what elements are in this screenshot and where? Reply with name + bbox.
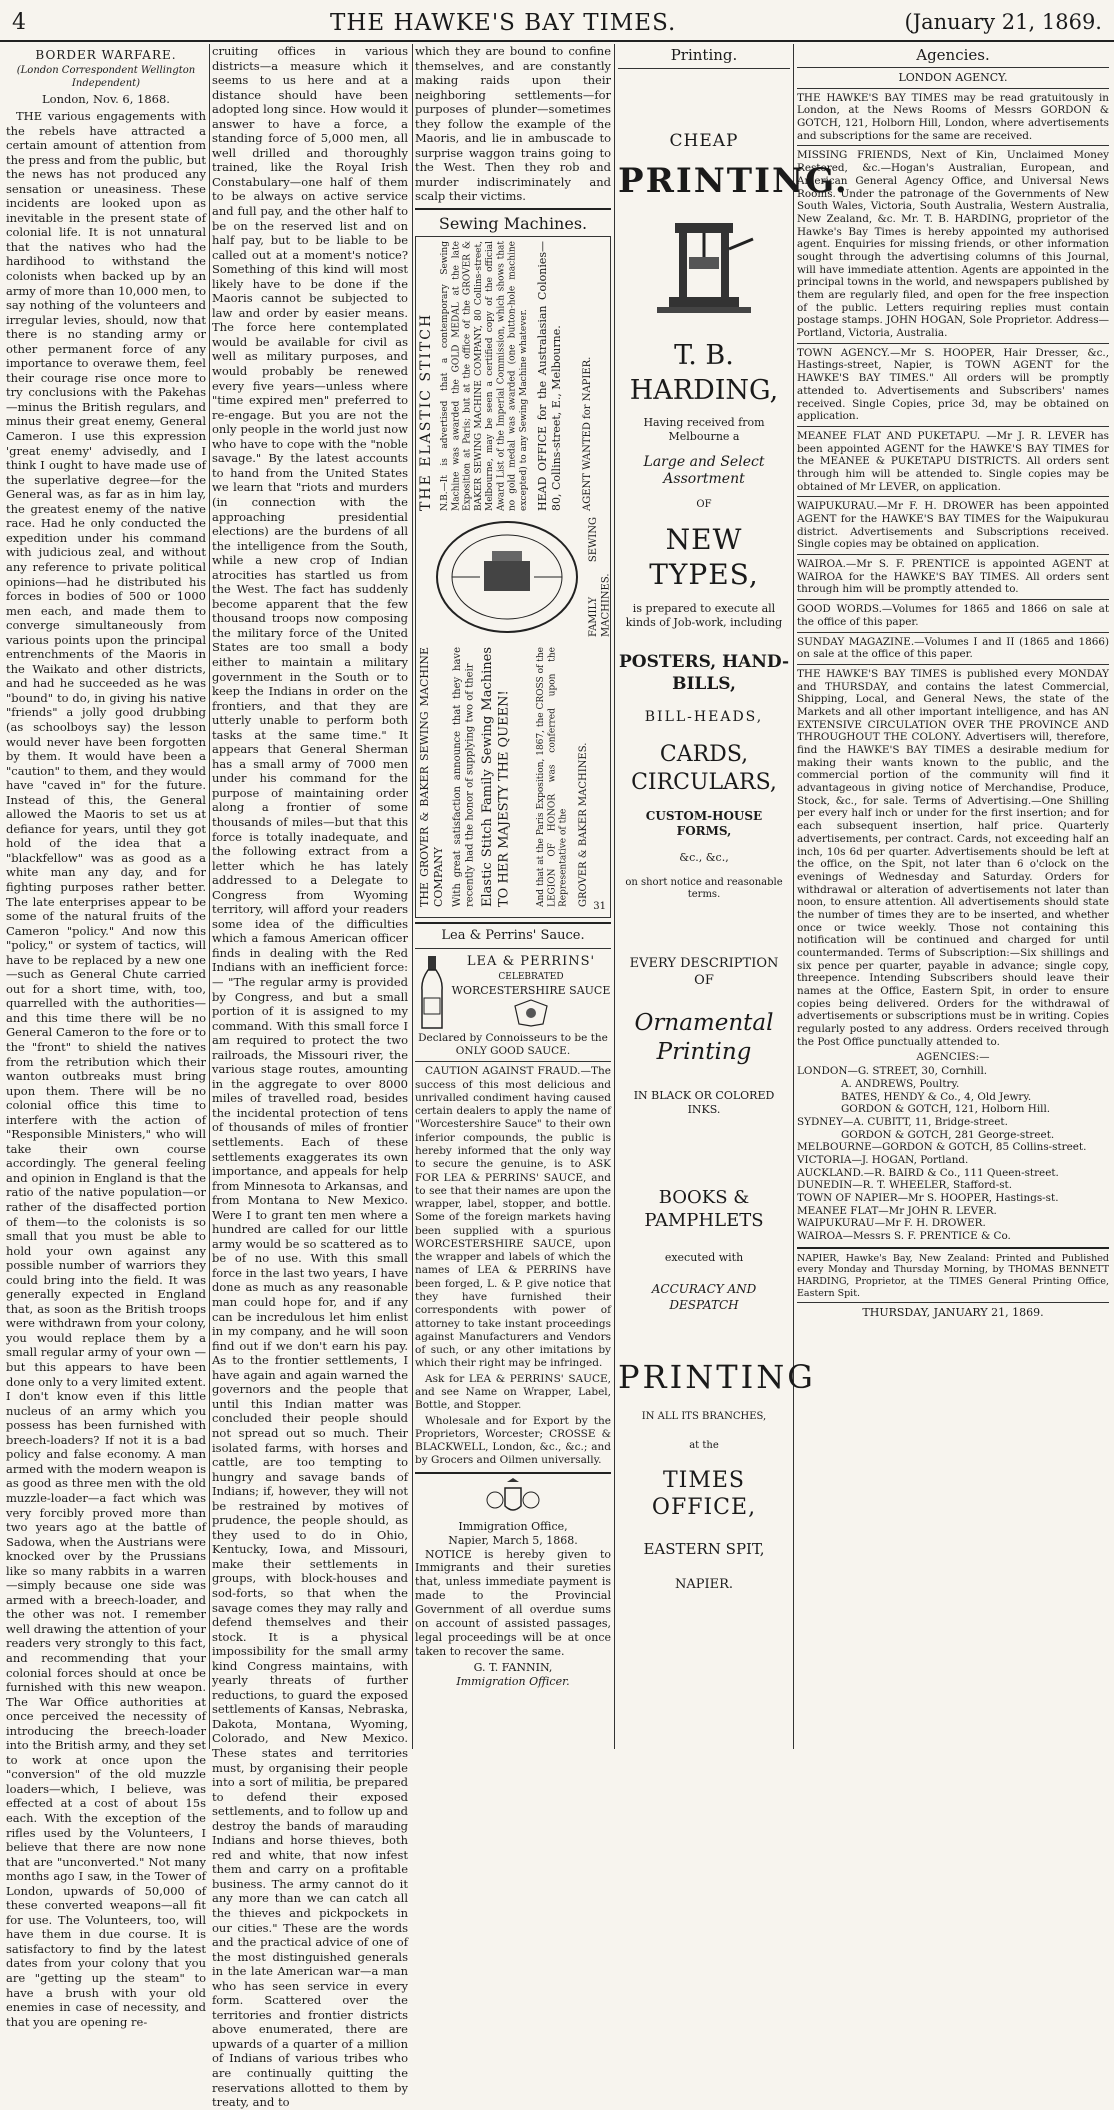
printer-posters: POSTERS, HAND-BILLS,	[618, 652, 790, 694]
ad-number: 31	[593, 900, 606, 912]
issue-date: (January 21, 1869.	[904, 10, 1102, 34]
divider	[797, 632, 1109, 633]
column-divider	[209, 44, 210, 1749]
divider	[415, 922, 611, 924]
divider	[797, 599, 1109, 600]
agency-notice: THE HAWKE'S BAY TIMES is published every MONDAY and THURSDAY, and contains the latest Commercial, Shipping, Local, and General News, the state of the Markets and all other important intelligence, and has AN EXTENSIVE CIRCULATION OVER THE PROVINCE AND THROUGHOUT THE COLONY. Advertisers will, therefore, find the HAWKE'S BAY TIMES a desirable medium for making their wants known to the public, and the commercial portion of the community will find it advantageous in giving notice of Merchandise, Produce, Stock, &c., for sale. Terms of Advertising.—One Shilling per every half inch or under for the first insertion; and for each subsequent insertion, half price. Quarterly advertisements, per contract. Cards, not exceeding half an inch, 10s 6d per quarter. Advertisements should be left at the office, on the Spit, not later than 6 o'clock on the evenings of Wednesday and Saturday. Orders for withdrawal or alteration of advertisements not later than noon, to ensure attention. All advertisements should state the number of times they are to be inserted, and whether once or twice weekly. Those not containing this notification will be continued and charged for until countermanded. Terms of Subscription:—Six shillings and six pence per quarter, payable in advance; single copy, threepence. Intending Subscribers should leave their names at the Office, Eastern Spit, in order to ensure copies being delivered. Orders for the withdrawal of advertisements or subscriptions must be in writing. Copies regularly posted to any address. Orders received through the Post Office punctually attended to.	[797, 667, 1109, 1048]
agency-list-item: VICTORIA—J. HOGAN, Portland.	[797, 1154, 969, 1167]
printer-received: Having received from Melbourne a	[643, 415, 765, 443]
page-number: 4	[12, 10, 26, 35]
divider	[415, 1472, 611, 1474]
printer-assortment: Large and Select Assortment	[643, 453, 765, 488]
divider	[415, 208, 611, 210]
lea-celebrated: CELEBRATED	[498, 971, 564, 982]
immigration-signature: G. T. FANNIN,	[473, 1660, 553, 1674]
sewing-heading: Sewing Machines.	[438, 214, 588, 234]
agency-list-item: A. ANDREWS, Poultry.	[841, 1077, 960, 1090]
printer-short-notice: on short notice and reasonable terms.	[625, 876, 783, 901]
printer-of: OF	[696, 498, 712, 510]
printer-new-types: NEW TYPES,	[649, 522, 759, 592]
column-article-continued	[212, 44, 408, 2110]
sewing-vertical-text: And that at the Paris Exposition, 1867, the CROSS of the LEGION OF HONOR was conferred upon the Representative of the	[536, 647, 569, 908]
article-credit: (London Correspondent Wellington Independent)	[16, 65, 196, 89]
sewing-vertical-text: GROVER & BAKER MACHINES.	[578, 742, 589, 908]
agency-notice: THE HAWKE'S BAY TIMES may be read gratuitously in London, at the News Rooms of Messrs GORDON & GOTCH, 121, Holborn Hill, London, where advertisements and subscriptions for the same are received.	[797, 91, 1109, 142]
royal-arms-icon	[483, 1478, 543, 1518]
divider	[415, 1061, 611, 1062]
printer-accuracy: ACCURACY AND DESPATCH	[651, 1282, 757, 1312]
divider	[797, 426, 1109, 427]
london-agency-heading: LONDON AGENCY.	[898, 71, 1008, 85]
divider	[797, 664, 1109, 665]
printer-at: at the	[689, 1439, 719, 1451]
printer-books: BOOKS & PAMPHLETS	[644, 1187, 764, 1231]
agency-list-item: TOWN OF NAPIER—Mr S. HOOPER, Hastings-st.	[797, 1192, 1059, 1205]
sewing-vertical-text: AGENT WANTED for NAPIER.	[582, 356, 593, 512]
printer-ornamental: Ornamental Printing	[634, 1010, 774, 1066]
agency-list-item: LONDON—G. STREET, 30, Cornhill.	[797, 1065, 988, 1078]
agencies-heading: Agencies.	[916, 46, 990, 64]
column-divider	[614, 44, 615, 1749]
newspaper-title: THE HAWKE'S BAY TIMES.	[330, 10, 677, 36]
masthead	[0, 6, 1114, 40]
printer-billheads: BILL-HEADS,	[644, 709, 764, 726]
divider	[797, 554, 1109, 555]
grover-baker-emblem-icon	[432, 517, 582, 637]
printing-banner: PRINTING.	[618, 161, 849, 202]
masthead-rule	[0, 40, 1114, 42]
article-body-end: which they are bound to confine themselves, and are constantly making raids upon their neighboring settlements—for purposes of plunder—sometimes they follow the example of the Maoris, and lie in ambuscade to surprise waggon trains going to the West. Then they rob and murder indiscriminately and scalp their victims.	[415, 44, 611, 204]
printer-executed: executed with	[664, 1250, 744, 1264]
printing-heading: Printing.	[670, 46, 738, 64]
sauce-bottle-icon	[417, 954, 447, 1030]
lea-declared: Declared by Connoisseurs to be the ONLY GOOD SAUCE.	[418, 1031, 608, 1057]
article-body: THE various engagements with the rebels have attracted a certain amount of attention from the press and from the public, but the news has not produced any sensation or uneasiness. These incidents are looked upon as inevitable in the present state of colonial life. It is not unnatural that the natives who had the hardihood to withstand the colonists when backed up by an army of more than 10,000 men, to say nothing of the volunteers and irregular levies, should, now that there is no standing army or other permanent force of any importance to overawe them, feel their courage rise once more to try conclusions with the Pakehas—minus the British regulars, and minus their great enemy, General Cameron. I use this expression 'great enemy' advisedly, and I think I ought to have made use of the superlative degree—for the General was, as far as in him lay, the greatest enemy of the native race. Had he only conducted the expedition under his command with judicious zeal, and without any reference to private political opinions—had he distributed his forces in bodies of 500 or 1000 men each, and made them to converge simultaneously from various points upon the principal entrenchments of the Maoris in the Waikato and other districts, and had he succeeded as he was "bound" to do, in giving his native "friends" a jolly good drubbing (as schoolboys say) the lesson would never have been forgotten by them. It would have been a "caution" to them, and they would have "caved in" for the future. Instead of this, the General allowed the Maoris to set us at defiance for years, until they got hold of the idea that a "blackfellow" was as good as a white man any day, and for fighting purposes rather better. The late enterprises appear to be some of the natural fruits of the Cameron "policy." And now this "policy," or system of tactics, will have to be replaced by a new one—such as General Chute carried out for a short time, with, too, quarrelled with the authorities—and this time there will be no General Cameron to the fore or to the "front" to shield the natives from the retribution which their wanton outbreaks must bring upon them. There will be no colonial office this time to interfere with the action of "Responsible Ministers," who will take their own course accordingly. The general feeling and opinion in England is that the ratio of the native population—or rather of the disaffected portion of them—to the colonists is so small that you must be able to hold your own against any possible number of warriors they could bring into the field. It was generally expected in England that, as soon as the British troops were withdrawn from your colony, you would replace them by a small regular army of your own —but this appears to have been done only to a very limited extent. I don't know even if this little nucleus of an army which you possess has been furnished with breech-loaders? If not it is a bad policy and false economy. A man armed with the modern weapon is as good as three men with the old muzzle-loader—a fact which was very forcibly proved more than two years ago at the battle of Sadowa, when the Austrians were knocked over by the Prussians like so many rabbits in a warren—simply because one side was armed with a breech-loader, and the other was not. I remember well drawing the attention of your readers very strongly to this fact, and recommending that your colonial forces should at once be furnished with this new weapon. The War Office authorities at once perceived the necessity of introducing the breech-loader into the British army, and they set to work at once upon the "conversion" of the old muzzle loaders—which, I believe, was effected at a cost of about 15s each. With the exception of the rifles used by the Volunteers, I believe that there are now none that are "unconverted." Not many months ago I saw, in the Tower of London, upwards of 50,000 of these converted weapons—all fit for use. The Volunteers, too, will have them in due course. It is satisfactory to find by the latest dates from your colony that you are "getting up the steam" to have a brush with your old enemies in case of necessity, and that you are opening re-	[6, 109, 206, 2029]
agency-list-item: MELBOURNE—GORDON & GOTCH, 85 Collins-street.	[797, 1141, 1087, 1154]
column-divider	[793, 44, 794, 1749]
divider	[797, 145, 1109, 146]
divider	[797, 67, 1109, 68]
lea-product: WORCESTERSHIRE SAUCE	[451, 983, 611, 997]
divider	[618, 68, 790, 69]
agency-notice: GOOD WORDS.—Volumes for 1865 and 1866 on sale at the office of this paper.	[797, 603, 1109, 628]
printing-cheap: CHEAP	[669, 130, 739, 151]
printer-every: EVERY DESCRIPTION OF	[629, 956, 779, 988]
sewing-vertical-text: N.B.—It is advertised that a contemporary Sewing Machine was awarded the GOLD MEDAL at the late Exposition at Paris; but at the office of the GROVER & BAKER SEWING MACHINE COMPANY, 80 Collins-street, Melbourne, may be seen a certified copy of the official Award List of the Imperial Commission, which shows that no gold medal was awarded (one button-hole machine excepted) to any Sewing Machine whatever.	[440, 241, 529, 512]
lea-perrins-header	[415, 952, 611, 1032]
sewing-machine-ad	[415, 236, 611, 918]
column-agencies	[797, 44, 1109, 1749]
agency-notice: TOWN AGENCY.—Mr S. HOOPER, Hair Dresser, &c., Hastings-street, Napier, is TOWN AGENT for the HAWKE'S BAY TIMES." All orders will be promptly attended to. Advertisements and Subscribers' names received. Single Copies, price 3d, may be obtained on application.	[797, 346, 1109, 423]
column-printing-ad	[618, 44, 849, 1749]
agency-list-item: SYDNEY—A. CUBITT, 11, Bridge-street.	[797, 1115, 1008, 1128]
divider	[797, 88, 1109, 89]
divider	[797, 343, 1109, 344]
immigration-office: Immigration Office,	[458, 1519, 568, 1533]
lea-crest-icon	[511, 998, 551, 1028]
article-heading: BORDER WARFARE.	[35, 48, 177, 62]
printer-etc: &c., &c.,	[679, 850, 729, 864]
agency-list-item: BATES, HENDY & Co., 4, Old Jewry.	[841, 1090, 1032, 1103]
printer-times-office: TIMES OFFICE,	[651, 1467, 757, 1521]
article-body-continued: cruiting offices in various districts—a measure which it seems to us here and at a distance should have been adopted long since. How would it answer to have a force, a standing force of 5,000 men, all well drilled and thoroughly trained, like the Royal Irish Constabulary—one half of them to be always on active service and full pay, and the other half to be on the reserved list and on half pay, but to be liable to be called out at a moment's notice? Something of this kind will most likely have to be done if the Maoris cannot be subjected to law and order by easier means. The force here contemplated would be available for civil as well as military purposes, and would probably be renewed every five years—unless where "time expired men" preferred to re-engage. But you are not the only people in the world just now who have to cope with the "noble savage." By the latest accounts to hand from the United States we learn that "riots and murders (in connection with the approaching presidential elections) are the burdens of all the intelligence from the South, while a new crop of Indian atrocities has startled us from the West. The fact has suddenly become apparent that the few thousand troops now composing the military force of the United States are too small a body either to maintain a military government in the South or to keep the Indians in order on the frontiers, and that they are utterly unable to perform both tasks at the same time." It appears that General Sherman has a small army of 7000 men under his command for the purpose of maintaining order along a frontier of some thousands of miles—but that this force is totally inadequate, and the following extract from a letter which he has lately addressed to a Delegate to Congress from Wyoming territory, will afford your readers some idea of the difficulties which a famous American officer finds in dealing with the Red Indians with an inefficient force:— "The regular army is provided by Congress, and but a small portion of it is assigned to my command. With this small force I am required to protect the two railroads, the Missouri river, the various stage routes, amounting in the aggregate to over 8000 miles of travelled road, besides the incidental protection of tens of thousands of miles of frontier settlements. Each of these settlements exaggerates its own importance, and appeals for help from Minnesota to Arkansas, and from Montana to New Mexico. Were I to grant ten men where a hundred are called for our little army would be so scattered as to be of no use. With this small force in the last two years, I have done as much as any reasonable man could hope for, and if any can be incredulous let him enlist in my company, and he will soon find out if we don't earn his pay. As to the frontier settlements, I have again and again warned the governors and the people that until this Indian matter was concluded their people should not spread out so much. Their isolated farms, with horses and cattle, are too tempting to hungry and savage bands of Indians; if, however, they will not be restrained by motives of prudence, the people should, as they used to do in Ohio, Kentucky, Iowa, and Missouri, make their settlements in groups, with block-houses and sod-forts, so that when the savage comes they may rally and defend themselves and their stock. It is a physical impossibility for the small army kind Congress maintains, with yearly threats of further reductions, to guard the exposed settlements of Kansas, Nebraska, Dakota, Montana, Wyoming, Colorado, and New Mexico. These states and territories must, by organising their people into a sort of militia, be prepared to defend their exposed settlements, and to follow up and destroy the bands of marauding Indians and horse thieves, both red and white, that now infest them and carry on a profitable business. The army cannot do it any more than we can catch all the thieves and pickpockets in our cities." These are the words and the practical advice of one of the most distinguished generals in the late American war—a man who has seen service in every form. Scattered over the territories and frontier districts above enumerated, there are upwards of a quarter of a million of Indians of various tribes who are continually quitting the reservations allotted to them by treaty, and to	[212, 44, 408, 2110]
agency-notice: WAIPUKURAU.—Mr F. H. DROWER has been appointed AGENT for the HAWKE'S BAY TIMES for the Waipukurau district. Advertisements and Subscriptions received. Single copies may be obtained on application.	[797, 500, 1109, 551]
printer-custom: CUSTOM-HOUSE FORMS,	[645, 808, 763, 838]
printer-cards: CARDS, CIRCULARS,	[631, 741, 777, 795]
lea-brand: LEA & PERRINS'	[466, 953, 596, 969]
agency-list-item: GORDON & GOTCH, 281 George-street.	[841, 1128, 1055, 1141]
agency-notice: MEANEE FLAT AND PUKETAPU. —Mr J. R. LEVER has been appointed AGENT for the HAWKE'S BAY TIMES for the MEANEE & PUKETAPU DISTRICTS. All orders sent through him will be attended to. Single copies may be obtained of Mr LEVER, on application.	[797, 429, 1109, 493]
agency-notice: MISSING FRIENDS, Next of Kin, Unclaimed Money Restored, &c.—Hogan's Australian, European, and American General Agency Office, and Universal News Rooms. Under the patronage of the Governments of New South Wales, Victoria, South Australia, Western Australia, New Zealand, &c. Mr. T. B. HARDING, proprietor of the Hawke's Bay Times is hereby appointed my authorised agent. Enquiries for missing friends, or other information sought through the advertising columns of this Journal, will have immediate attention. Agents are appointed in the principal towns in the world, and newspapers published by them are regularly filed, and open for the free inspection of the public. Letters requiring replies must contain postage stamps. JOHN HOGAN, Sole Proprietor. Address—Portland, Victoria, Australia.	[797, 149, 1109, 340]
printer-name: T. B. HARDING,	[629, 340, 779, 406]
printer-printing: PRINTING	[618, 1357, 816, 1396]
divider	[797, 496, 1109, 497]
agency-list-item: WAIROA—Messrs S. F. PRENTICE & Co.	[797, 1230, 1011, 1243]
agencies-list-title: AGENCIES:—	[916, 1050, 990, 1063]
column-border-warfare	[6, 44, 206, 2029]
agency-notice: WAIROA.—Mr S. F. PRENTICE is appointed AGENT at WAIROA for the HAWKE'S BAY TIMES. All orders sent through him will be promptly attended to.	[797, 558, 1109, 596]
footer-date: THURSDAY, JANUARY 21, 1869.	[862, 1306, 1044, 1320]
agency-list-item: AUCKLAND.—R. BAIRD & Co., 111 Queen-street.	[797, 1166, 1059, 1179]
lea-wholesale: Wholesale and for Export by the Proprietors, Worcester; CROSSE & BLACKWELL, London, &c., &c.; and by Grocers and Oilmen universally.	[415, 1414, 611, 1467]
lea-ask: Ask for LEA & PERRINS' SAUCE, and see Name on Wrapper, Label, Bottle, and Stopper.	[415, 1372, 611, 1412]
lea-heading: Lea & Perrins' Sauce.	[441, 928, 585, 944]
immigration-notice: NOTICE is hereby given to Immigrants and their sureties that, unless immediate payment is made to the Provincial Government of all overdue sums on account of assisted passages, legal proceedings will be at once taken to recover the same.	[415, 1547, 611, 1658]
printer-ink: IN BLACK OR COLORED INKS.	[633, 1089, 775, 1117]
agency-notice: SUNDAY MAGAZINE.—Volumes I and II (1865 and 1866) on sale at the office of this paper.	[797, 635, 1109, 661]
printing-press-icon	[649, 209, 759, 329]
immigration-date: Napier, March 5, 1868.	[448, 1533, 578, 1547]
sewing-vertical-text: Elastic Stitch Family Sewing Machines TO HER MAJESTY THE QUEEN!	[480, 647, 512, 908]
sewing-vertical-text: HEAD OFFICE for the Australasian Colonies— 80, Collins-street, E., Melbourne.	[536, 241, 563, 512]
divider	[797, 1247, 1109, 1249]
agency-list-item: GORDON & GOTCH, 121, Holborn Hill.	[841, 1103, 1051, 1116]
sewing-vertical-text: FAMILY SEWING MACHINES.	[588, 517, 612, 638]
agency-list-item: DUNEDIN—R. T. WHEELER, Stafford-st.	[797, 1179, 1013, 1192]
printer-eastern-spit: EASTERN SPIT,	[643, 1540, 765, 1559]
printer-branches: IN ALL ITS BRANCHES,	[641, 1411, 767, 1423]
agency-list-item: MEANEE FLAT—Mr JOHN R. LEVER.	[797, 1204, 997, 1217]
sewing-vertical-text: THE ELASTIC STITCH	[418, 313, 434, 512]
agency-list-item: WAIPUKURAU—Mr F. H. DROWER.	[797, 1217, 986, 1230]
column-divider	[412, 44, 413, 1749]
imprint: NAPIER, Hawke's Bay, New Zealand: Printed and Published every Monday and Thursday Morning, by THOMAS BENNETT HARDING, Proprietor, at the TIMES General Printing Office, Eastern Spit.	[797, 1252, 1109, 1299]
divider	[797, 1302, 1109, 1303]
divider	[415, 948, 611, 949]
printer-napier: NAPIER.	[674, 1577, 734, 1593]
sewing-vertical-text: THE GROVER & BAKER SEWING MACHINE COMPANY	[418, 647, 445, 908]
article-dateline: London, Nov. 6, 1868.	[42, 92, 170, 107]
printer-prepared: is prepared to execute all kinds of Job-work, including	[625, 602, 783, 630]
lea-caution: CAUTION AGAINST FRAUD.—The success of this most delicious and unrivalled condiment having caused certain dealers to apply the name of "Worcestershire Sauce" to their own inferior compounds, the public is hereby informed that the only way to secure the genuine, is to ASK FOR LEA & PERRINS' SAUCE, and to see that their names are upon the wrapper, label, stopper, and bottle. Some of the foreign markets having been supplied with a spurious WORCESTERSHIRE SAUCE, upon the wrapper and labels of which the names of LEA & PERRINS have been forged, L. & P. give notice that they have furnished their correspondents with power of attorney to take instant proceedings against Manufacturers and Vendors of such, or any other imitations by which their right may be infringed.	[415, 1065, 611, 1370]
immigration-officer: Immigration Officer.	[456, 1674, 570, 1688]
column-advertisements	[415, 44, 611, 1749]
sewing-vertical-text: With great satisfaction announce that they have recently had the honor of supplying two of their	[452, 647, 476, 908]
